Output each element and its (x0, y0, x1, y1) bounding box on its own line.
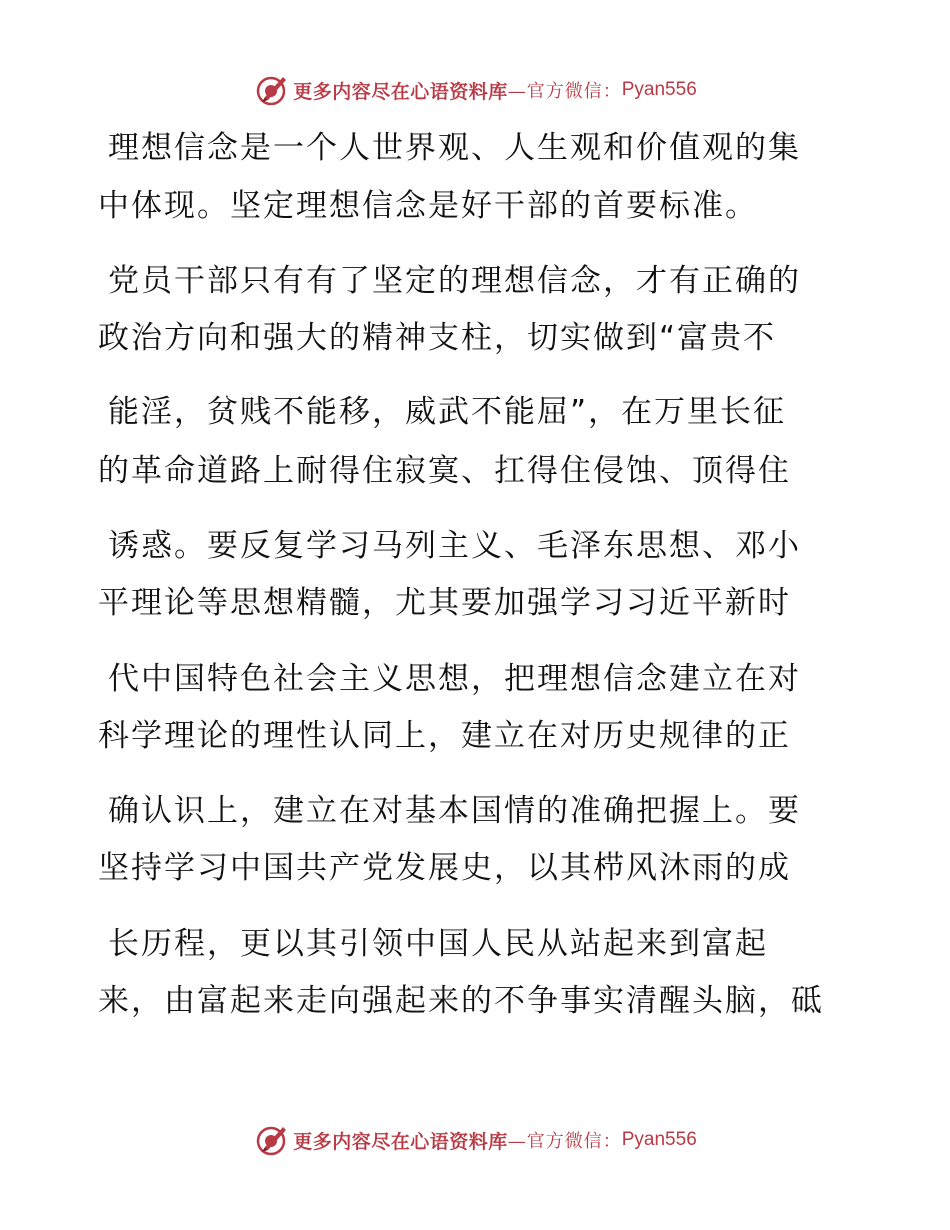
text-line: 的革命道路上耐得住寂寞、扛得住侵蚀、顶得住 (98, 453, 791, 489)
text-line: 党员干部只有有了坚定的理想信念，才有正确的 (108, 263, 801, 299)
text-line: 来，由富起来走向强起来的不争事实清醒头脑，砥 (98, 983, 824, 1019)
text-line: 中体现。坚定理想信念是好干部的首要标准。 (98, 188, 758, 224)
header-banner-wechat-id: Pyan556 (621, 79, 697, 100)
text-line: 确认识上，建立在对基本国情的准确把握上。要 (108, 793, 801, 829)
text-line: 政治方向和强大的精神支柱，切实做到“富贵不 (98, 320, 777, 356)
text-line: 坚持学习中国共产党发展史，以其栉风沐雨的成 (98, 850, 791, 886)
footer-banner-main-text: 更多内容尽在心语资料库 (293, 1130, 508, 1153)
text-line: 科学理论的理性认同上，建立在对历史规律的正 (98, 718, 791, 754)
footer-banner-sub-text: —官方微信： (507, 1131, 622, 1152)
pen-circle-logo-icon (253, 72, 289, 108)
header-banner (0, 70, 950, 110)
text-line: 诱惑。要反复学习马列主义、毛泽东思想、邓小 (108, 528, 801, 564)
pen-circle-logo-icon (253, 1122, 289, 1158)
text-line: 代中国特色社会主义思想，把理想信念建立在对 (108, 661, 801, 697)
text-line: 能淫，贫贱不能移，威武不能屈”，在万里长征 (108, 394, 787, 430)
footer-banner (0, 1120, 950, 1160)
header-banner-sub-text: —官方微信： (507, 81, 622, 102)
text-line: 平理论等思想精髓，尤其要加强学习习近平新时 (98, 585, 791, 621)
text-line: 长历程，更以其引领中国人民从站起来到富起 (108, 926, 768, 962)
header-banner-main-text: 更多内容尽在心语资料库 (293, 80, 508, 103)
footer-banner-wechat-id: Pyan556 (621, 1129, 697, 1150)
text-line: 理想信念是一个人世界观、人生观和价值观的集 (108, 130, 801, 166)
